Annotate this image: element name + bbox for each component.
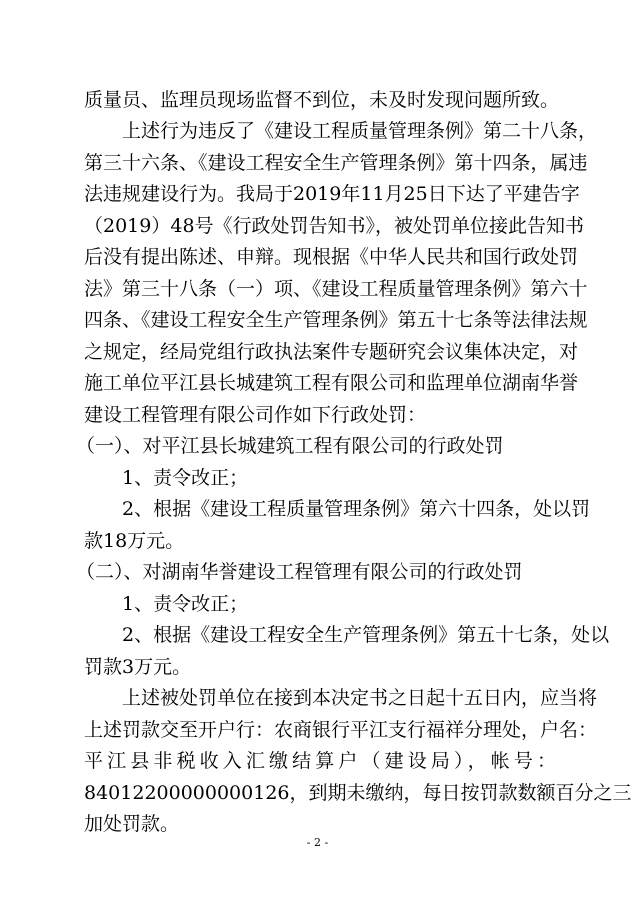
paragraph-line: 84012200000000126，到期未缴纳，每日按罚款数额百分之三 xyxy=(84,782,632,804)
paragraph-line: 法》第三十八条（一）项、《建设工程质量管理条例》第六十 xyxy=(84,278,588,300)
section-heading: （一）、对平江县长城建筑工程有限公司的行政处罚 xyxy=(76,435,504,457)
paragraph-line: 后没有提出陈述、申辩。现根据《中华人民共和国行政处罚 xyxy=(84,246,579,268)
paragraph-line: 第三十六条、《建设工程安全生产管理条例》第十四条，属违 xyxy=(84,152,588,174)
paragraph-line: 平江县非税收入汇缴结算户（建设局），帐号： xyxy=(84,750,556,772)
paragraph-line: 2、根据《建设工程质量管理条例》第六十四条，处以罚 xyxy=(84,498,591,520)
paragraph-line: 施工单位平江县长城建筑工程有限公司和监理单位湖南华誉 xyxy=(84,372,579,394)
paragraph-line: 1、责令改正； xyxy=(84,593,249,615)
paragraph-line: 法违规建设行为。我局于2019年11月25日下达了平建告字 xyxy=(84,183,580,205)
paragraph-line: 上述被处罚单位在接到本决定书之日起十五日内，应当将 xyxy=(84,687,598,709)
paragraph-line: （2019）48号《行政处罚告知书》，被处罚单位接此告知书 xyxy=(84,215,585,237)
paragraph-line: 2、根据《建设工程安全生产管理条例》第五十七条，处以 xyxy=(84,624,610,646)
paragraph-line: 加处罚款。 xyxy=(84,813,180,835)
paragraph-line: 质量员、监理员现场监督不到位，未及时发现问题所致。 xyxy=(84,89,560,111)
paragraph-line: 1、责令改正； xyxy=(84,467,249,489)
paragraph-line: 上述罚款交至开户行：农商银行平江支行福祥分理处，户名： xyxy=(84,719,598,741)
section-heading: （二）、对湖南华誉建设工程管理有限公司的行政处罚 xyxy=(76,561,523,583)
page-number: - 2 - xyxy=(306,836,329,849)
paragraph-line: 四条、《建设工程安全生产管理条例》第五十七条等法律法规 xyxy=(84,309,588,331)
paragraph-line: 建设工程管理有限公司作如下行政处罚： xyxy=(84,404,427,426)
paragraph-line: 上述行为违反了《建设工程质量管理条例》第二十八条， xyxy=(84,120,598,142)
paragraph-line: 款18万元。 xyxy=(84,530,185,552)
paragraph-line: 罚款3万元。 xyxy=(84,656,192,678)
paragraph-line: 之规定，经局党组行政执法案件专题研究会议集体决定，对 xyxy=(84,341,579,363)
